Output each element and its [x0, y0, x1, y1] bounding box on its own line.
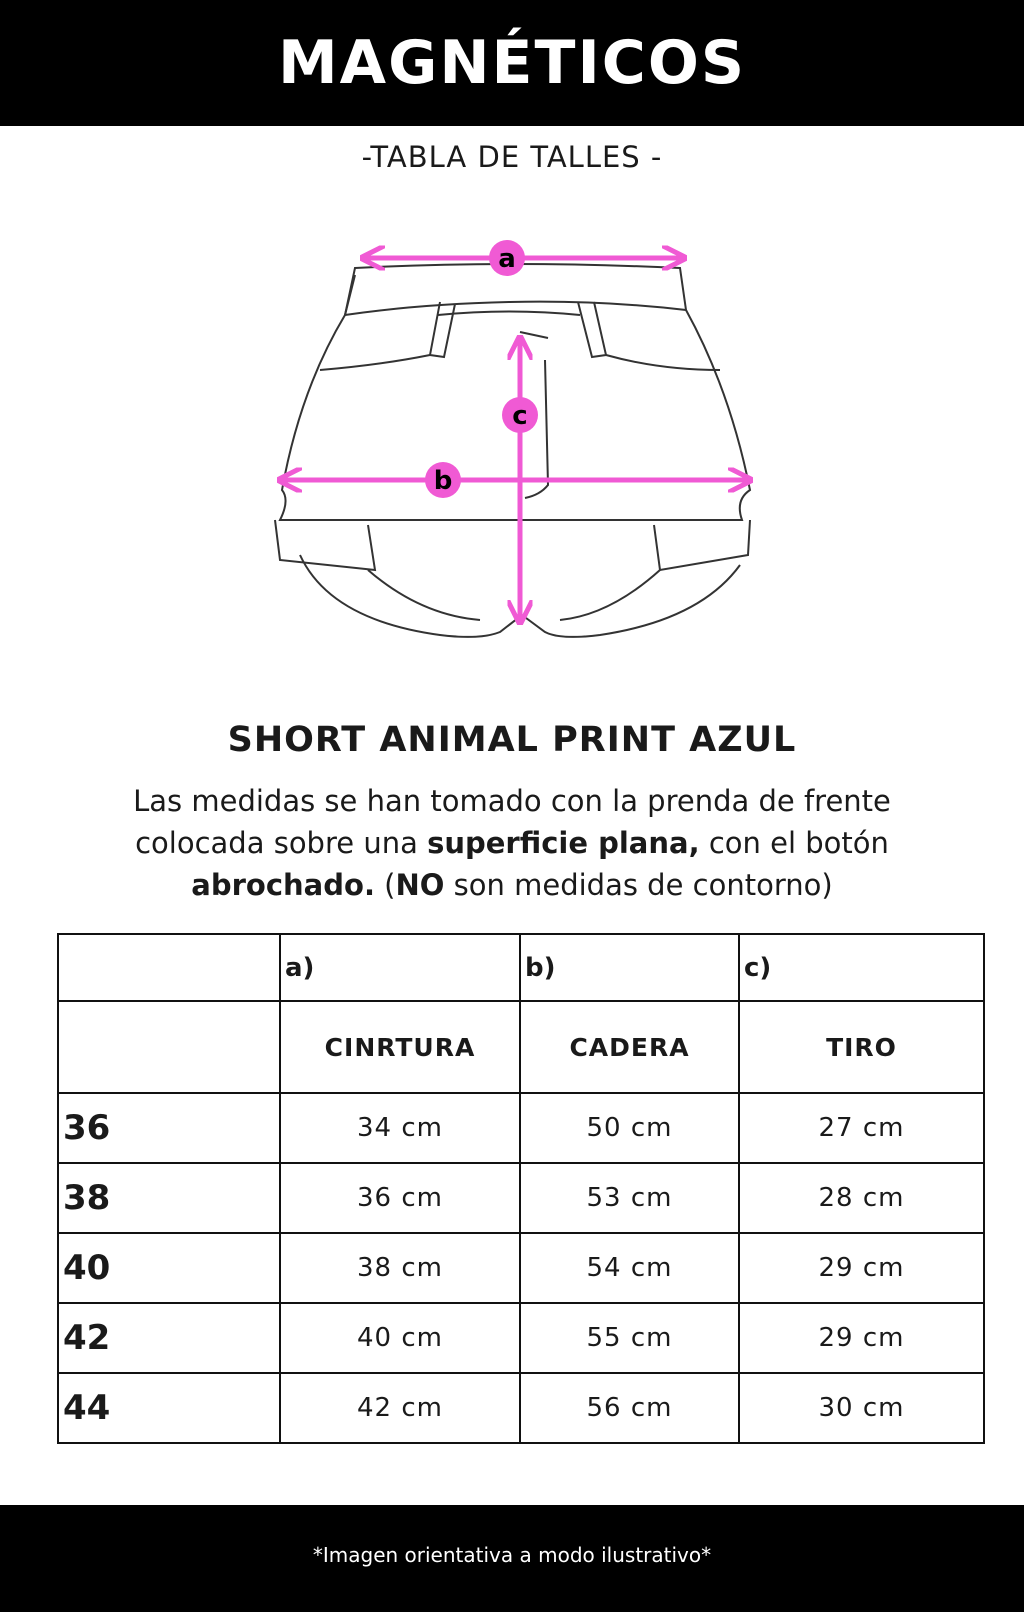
table-row [58, 1093, 984, 1163]
cintura-value: 36 cm [280, 1163, 520, 1233]
desc-line3a: abrochado. [191, 868, 375, 902]
table-corner-cell [58, 934, 280, 1001]
desc-line3d: son medidas de contorno) [444, 868, 833, 902]
measurement-description [100, 780, 924, 906]
cadera-value: 50 cm [520, 1093, 739, 1163]
cadera-value: 53 cm [520, 1163, 739, 1233]
col-letter-a: a) [280, 934, 520, 1001]
page-subtitle: -TABLA DE TALLES - [361, 140, 663, 174]
desc-line2a: colocada sobre una [135, 826, 428, 860]
tiro-value: 29 cm [739, 1303, 984, 1373]
shorts-illustration [275, 264, 750, 637]
cadera-value: 56 cm [520, 1373, 739, 1443]
size-table [57, 933, 985, 1444]
table-corner-cell-2 [58, 1001, 280, 1093]
table-row [58, 1233, 984, 1303]
table-letter-row [58, 934, 984, 1001]
size-label: 42 [58, 1303, 280, 1373]
tiro-value: 28 cm [739, 1163, 984, 1233]
tiro-value: 29 cm [739, 1233, 984, 1303]
label-c: c [512, 401, 528, 431]
desc-line3b: ( [374, 868, 396, 902]
col-letter-b: b) [520, 934, 739, 1001]
cintura-value: 38 cm [280, 1233, 520, 1303]
desc-line2b: superficie plana, [427, 826, 700, 860]
header-bar [0, 0, 1024, 126]
cintura-value: 34 cm [280, 1093, 520, 1163]
table-header-row [58, 1001, 984, 1093]
col-header-cadera: CADERA [520, 1001, 739, 1093]
product-title: SHORT ANIMAL PRINT AZUL [227, 720, 797, 760]
brand-title: MAGNÉTICOS [277, 28, 747, 98]
desc-line2c: con el botón [699, 826, 889, 860]
col-header-cintura: CINRTURA [280, 1001, 520, 1093]
cintura-value: 42 cm [280, 1373, 520, 1443]
desc-line3c: NO [395, 868, 445, 902]
cintura-value: 40 cm [280, 1303, 520, 1373]
label-a: a [498, 244, 516, 274]
table-row [58, 1163, 984, 1233]
footer-bar [0, 1505, 1024, 1612]
desc-line1: Las medidas se han tomado con la prenda de frente [133, 784, 891, 818]
tiro-value: 30 cm [739, 1373, 984, 1443]
shorts-diagram [0, 220, 1024, 680]
col-header-tiro: TIRO [739, 1001, 984, 1093]
footer-note: *Imagen orientativa a modo ilustrativo* [312, 1542, 712, 1567]
col-letter-c: c) [739, 934, 984, 1001]
table-row [58, 1303, 984, 1373]
size-label: 38 [58, 1163, 280, 1233]
size-label: 40 [58, 1233, 280, 1303]
size-label: 36 [58, 1093, 280, 1163]
cadera-value: 55 cm [520, 1303, 739, 1373]
table-row [58, 1373, 984, 1443]
tiro-value: 27 cm [739, 1093, 984, 1163]
cadera-value: 54 cm [520, 1233, 739, 1303]
label-b: b [433, 466, 453, 496]
size-label: 44 [58, 1373, 280, 1443]
